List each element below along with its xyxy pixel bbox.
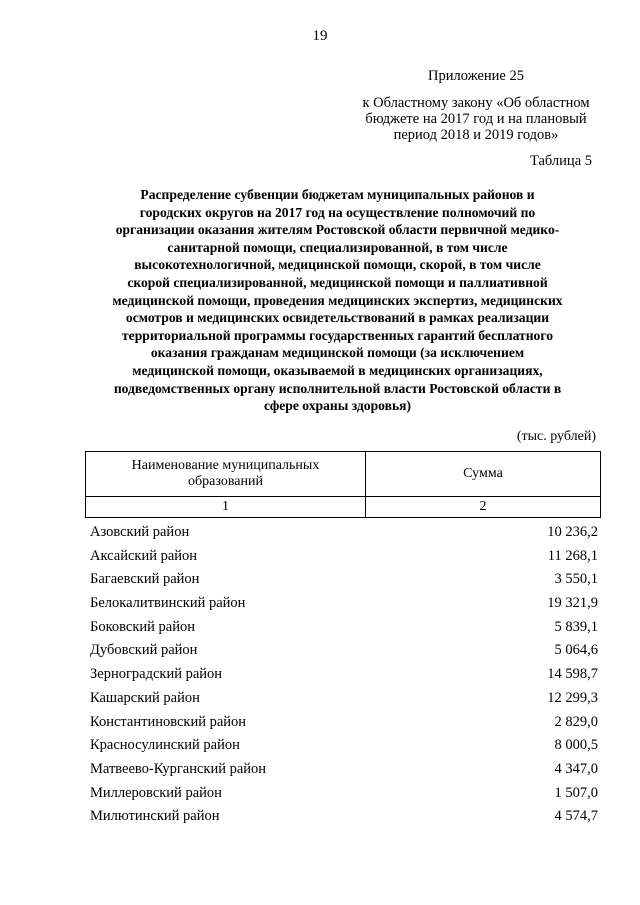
heading-line: оказания гражданам медицинской помощи (за исключением [150, 345, 525, 361]
column-number-1: 1 [86, 497, 366, 518]
heading-line: санитарной помощи, специализированной, в том числе [167, 239, 508, 255]
heading-line: сфере охраны здоровья) [263, 398, 412, 414]
page-number: 19 [312, 28, 328, 44]
header-sum-cell: Сумма [366, 452, 601, 497]
heading-line: медицинской помощи, проведения медицинских экспертиз, медицинских [112, 292, 563, 308]
row-sum: 5 839,1 [554, 618, 598, 635]
appendix-reference-line: бюджете на 2017 год и на плановый [365, 111, 587, 127]
row-sum: 4 347,0 [554, 760, 598, 777]
appendix-reference-line: период 2018 и 2019 годов» [393, 127, 559, 143]
appendix-title: Приложение 25 [428, 68, 524, 84]
row-sum: 19 321,9 [547, 595, 598, 612]
table-header [85, 451, 601, 518]
table-row [85, 758, 601, 782]
row-name: Кашарский район [90, 689, 200, 706]
appendix-reference [356, 95, 596, 143]
table-label: Таблица 5 [529, 153, 592, 169]
row-sum: 3 550,1 [554, 571, 598, 588]
row-name: Боковский район [90, 618, 195, 635]
row-name: Белокалитвинский район [90, 595, 246, 612]
row-sum: 12 299,3 [547, 689, 598, 706]
table-row [85, 568, 601, 592]
table-row [85, 592, 601, 616]
document-heading [80, 186, 595, 415]
row-name: Миллеровский район [90, 784, 222, 801]
row-name: Азовский район [90, 524, 190, 540]
row-name: Багаевский район [90, 571, 200, 588]
table-row [85, 639, 601, 663]
row-sum: 5 064,6 [554, 642, 598, 659]
heading-line: территориальной программы государственных гарантий бесплатного [121, 327, 553, 343]
row-sum: 2 829,0 [554, 713, 598, 730]
row-sum: 14 598,7 [547, 666, 598, 683]
table-body [85, 521, 601, 829]
heading-line: подведомственных органу исполнительной власти Ростовской области в [113, 380, 562, 396]
row-sum: 8 000,5 [554, 737, 598, 754]
heading-line: осмотров и медицинских освидетельствований в рамках реализации [125, 310, 550, 326]
row-name: Аксайский район [90, 547, 198, 564]
row-sum: 4 574,7 [554, 808, 598, 825]
units-label: (тыс. рублей) [516, 429, 596, 444]
row-name: Зерноградский район [90, 666, 223, 683]
heading-line: высокотехнологичной, медицинской помощи, скорой, в том числе [134, 257, 541, 273]
table-row [85, 687, 601, 711]
heading-line: городских округов на 2017 год на осуществление полномочий по [139, 204, 536, 220]
table-row [85, 782, 601, 806]
table-row [85, 616, 601, 640]
header-name-cell [86, 452, 366, 497]
row-name: Константиновский район [90, 713, 247, 730]
heading-line: организации оказания жителям Ростовской области первичной медико- [115, 222, 560, 238]
row-sum: 11 268,1 [547, 547, 598, 564]
heading-line: Распределение субвенции бюджетам муниципальных районов и [140, 187, 535, 202]
row-name: Матвеево-Курганский район [90, 760, 267, 777]
table-row [85, 545, 601, 569]
column-number-2: 2 [366, 497, 601, 518]
table-row [85, 521, 601, 545]
table-row [85, 711, 601, 735]
row-name: Дубовский район [90, 642, 198, 659]
table-row [85, 663, 601, 687]
table-row [85, 734, 601, 758]
header-name-line: образований [188, 474, 263, 489]
row-name: Красносулинский район [90, 737, 240, 754]
header-name-line: Наименование муниципальных [131, 458, 320, 473]
appendix-reference-line: к Областному закону «Об областном [362, 95, 590, 111]
table-row [85, 805, 601, 829]
row-sum: 1 507,0 [554, 784, 598, 801]
heading-line: медицинской помощи, оказываемой в медицинских организациях, [132, 362, 543, 378]
heading-line: скорой специализированной, медицинской помощи и паллиативной [127, 274, 548, 290]
row-name: Милютинский район [90, 808, 220, 825]
row-sum: 10 236,2 [547, 524, 598, 540]
